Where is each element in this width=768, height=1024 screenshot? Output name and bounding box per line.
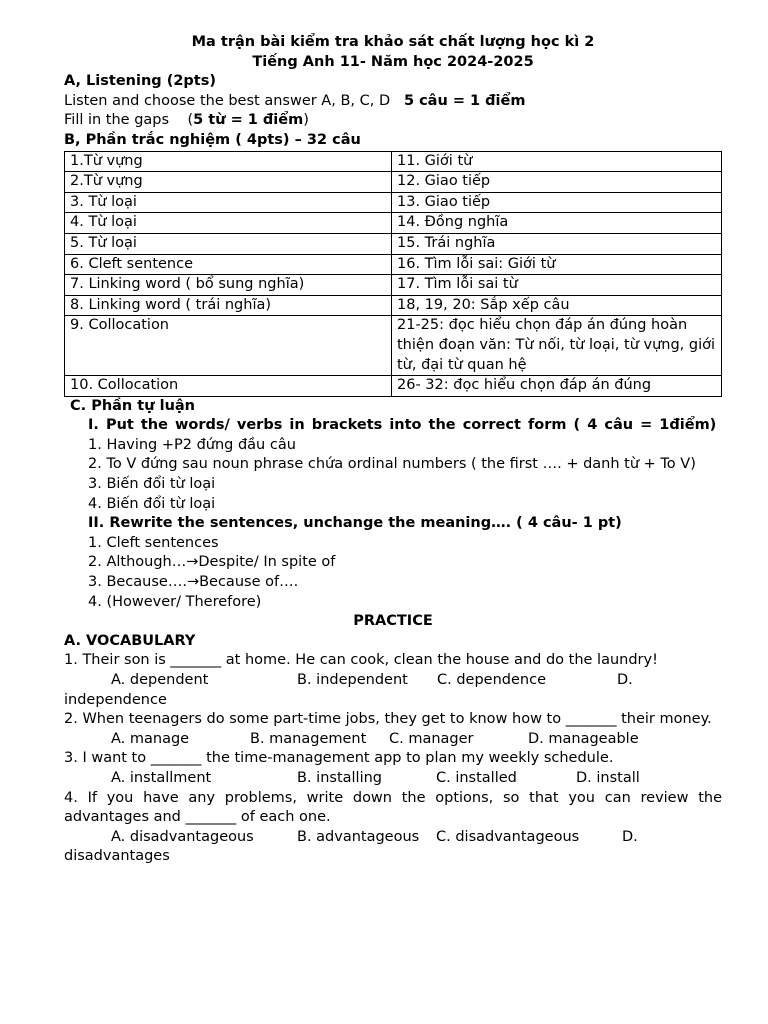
question-2-options [64,730,722,750]
matrix-cell-left: 4. Từ loại [65,213,392,234]
essay-part2-item-3: 3. Because….→Because of…. [88,574,299,591]
question-2 [64,710,722,749]
question-4-option-c: C. disadvantageous [436,828,580,845]
matrix-cell-left: 1.Từ vựng [65,151,392,172]
question-3-stem: 3. I want to _______ the time-management app to plan my weekly schedule. [64,750,614,767]
matrix-cell-right: 11. Giới từ [392,151,722,172]
question-4-option-b: B. advantageous [297,828,420,845]
matrix-cell-left: 10. Collocation [65,376,392,397]
essay-part2-item-1: 1. Cleft sentences [88,534,219,551]
matrix-row [65,275,722,296]
matrix-row [65,376,722,397]
question-3-option-d: D. install [576,769,640,786]
question-1-option-d-text: independence [64,691,167,708]
document-subtitle: Tiếng Anh 11- Năm học 2024-2025 [252,53,534,70]
vocabulary-heading: A. VOCABULARY [64,632,196,649]
question-2-option-a: A. manage [111,730,190,747]
question-1-option-d: D. [617,672,633,688]
matrix-row [65,316,722,376]
essay-part1-heading: I. Put the words/ verbs in brackets into the correct form ( 4 câu = 1điểm) [88,417,717,434]
matrix-cell-left: 6. Cleft sentence [65,254,392,275]
document-page [64,33,722,867]
question-4-options [64,828,722,848]
matrix-cell-left: 9. Collocation [65,316,392,376]
essay-part2-heading: II. Rewrite the sentences, unchange the meaning…. ( 4 câu- 1 pt) [88,515,622,532]
matrix-cell-right: 14. Đồng nghĩa [392,213,722,234]
listening-line-1-text: Listen and choose the best answer A, B, C, D [64,92,391,109]
matrix-cell-right: 13. Giao tiếp [392,192,722,213]
matrix-cell-right: 21-25: đọc hiểu chọn đáp án đúng hoàn thiện đoạn văn: Từ nối, từ loại, từ vựng, giới từ, đại từ quan hệ [392,316,722,376]
listening-line-1-score: 5 câu = 1 điểm [403,92,526,109]
question-1-options [64,671,722,691]
matrix-cell-left: 7. Linking word ( bổ sung nghĩa) [65,275,392,296]
matrix-cell-right: 16. Tìm lỗi sai: Giới từ [392,254,722,275]
matrix-cell-right: 18, 19, 20: Sắp xếp câu [392,295,722,316]
essay-part1-item-4: 4. Biến đổi từ loại [88,495,216,512]
listening-line-2-score: 5 từ = 1 điểm [193,112,304,129]
matrix-cell-right: 17. Tìm lỗi sai từ [392,275,722,296]
matrix-cell-left: 8. Linking word ( trái nghĩa) [65,295,392,316]
essay-part2-item-2: 2. Although…→Despite/ In spite of [88,554,336,571]
essay-part1-item-1: 1. Having +P2 đứng đầu câu [88,436,296,453]
question-1-stem: 1. Their son is _______ at home. He can cook, clean the house and do the laundry! [64,652,658,669]
matrix-row [65,213,722,234]
listening-line-2-end: ) [303,112,309,129]
question-4 [64,789,722,867]
matrix-cell-left: 3. Từ loại [65,192,392,213]
question-1-option-a: A. dependent [111,672,209,688]
question-2-stem: 2. When teenagers do some part-time jobs, they get to know how to _______ their money. [64,711,712,728]
question-4-option-a: A. disadvantageous [111,828,254,845]
question-2-option-b: B. management [250,730,367,747]
question-4-option-d: D. [622,828,638,845]
question-1-option-b: B. independent [297,672,408,688]
listening-line-2-text: Fill in the gaps ( [64,112,194,129]
matrix-row [65,295,722,316]
essay-heading: C. Phần tự luận [70,397,196,414]
question-3-option-b: B. installing [297,769,382,786]
listening-line-2 [64,111,722,131]
question-4-option-d-text: disadvantages [64,848,170,865]
matrix-cell-right: 15. Trái nghĩa [392,233,722,254]
matrix-cell-left: 5. Từ loại [65,233,392,254]
question-3-options [64,769,722,789]
essay-part1-item-3: 3. Biến đổi từ loại [88,476,216,493]
document-title: Ma trận bài kiểm tra khảo sát chất lượng học kì 2 [191,34,595,50]
essay-part2-item-4: 4. (However/ Therefore) [88,593,262,610]
listening-heading: A, Listening (2pts) [64,73,216,90]
test-matrix-table [64,151,722,397]
matrix-row [65,192,722,213]
question-3 [64,749,722,788]
matrix-cell-left: 2.Từ vựng [65,172,392,193]
matrix-row [65,254,722,275]
matrix-cell-right: 12. Giao tiếp [392,172,722,193]
essay-part1-item-2: 2. To V đứng sau noun phrase chứa ordinal numbers ( the first …. + danh từ + To V) [88,456,696,473]
practice-heading: PRACTICE [353,613,433,630]
matrix-row [65,151,722,172]
question-1-option-c: C. dependence [437,672,546,688]
matrix-row [65,172,722,193]
question-3-option-a: A. installment [111,769,212,786]
listening-line-1 [64,92,722,112]
multiple-choice-heading: B, Phần trắc nghiệm ( 4pts) – 32 câu [64,131,361,148]
question-3-option-c: C. installed [436,769,517,786]
question-1 [64,651,722,710]
question-4-stem: 4. If you have any problems, write down the options, so that you can review the advantages and _______ of each one. [64,789,722,826]
question-2-option-d: D. manageable [528,730,639,747]
question-2-option-c: C. manager [389,730,474,747]
matrix-row [65,233,722,254]
matrix-cell-right: 26- 32: đọc hiểu chọn đáp án đúng [392,376,722,397]
